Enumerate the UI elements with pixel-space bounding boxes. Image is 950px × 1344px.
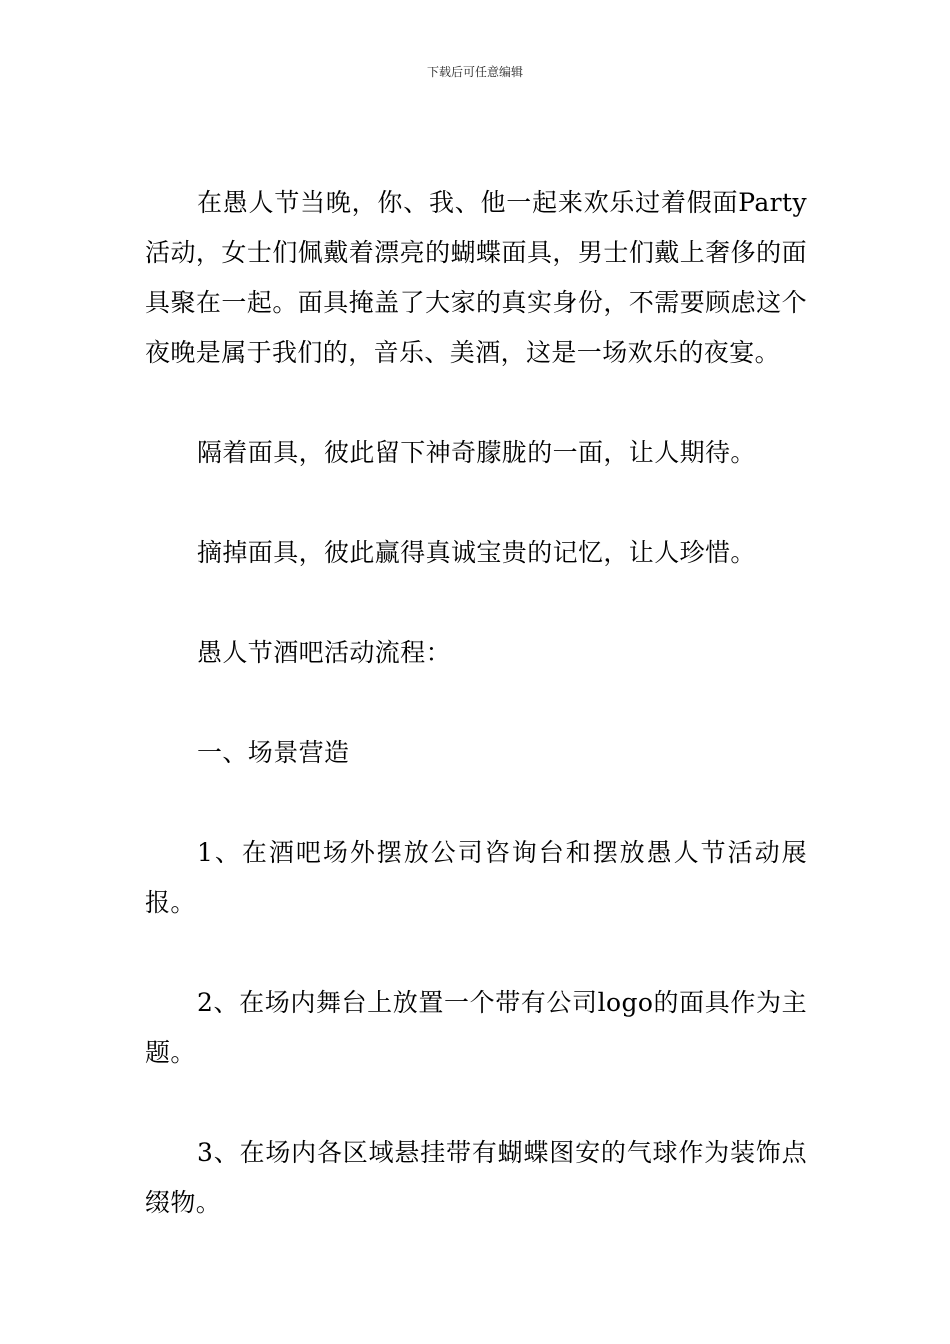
- page-header: 下载后可任意编辑: [426, 65, 523, 79]
- paragraph-mask-off: 摘掉面具，彼此赢得真诚宝贵的记忆，让人珍惜。: [197, 538, 756, 567]
- list-item-2: 2、在场内舞台上放置一个带有公司logo的面具作为主题。: [145, 988, 807, 1067]
- intro-paragraph: 在愚人节当晚，你、我、他一起来欢乐过着假面Party活动，女士们佩戴着漂亮的蝴蝶面具，男士们戴上奢侈的面具聚在一起。面具掩盖了大家的真实身份，不需要顾虑这个夜晚是属于我们的，音乐、美酒，这是一场欢乐的夜宴。: [145, 188, 807, 367]
- list-item-1: 1、在酒吧场外摆放公司咨询台和摆放愚人节活动展报。: [145, 838, 807, 917]
- list-item-3: 3、在场内各区域悬挂带有蝴蝶图安的气球作为装饰点缀物。: [145, 1138, 807, 1217]
- subsection-heading-scene: 一、场景营造: [197, 738, 350, 767]
- paragraph-mask-on: 隔着面具，彼此留下神奇朦胧的一面，让人期待。: [197, 438, 756, 467]
- document-body: [145, 178, 807, 1228]
- section-heading-process: 愚人节酒吧活动流程：: [197, 638, 452, 667]
